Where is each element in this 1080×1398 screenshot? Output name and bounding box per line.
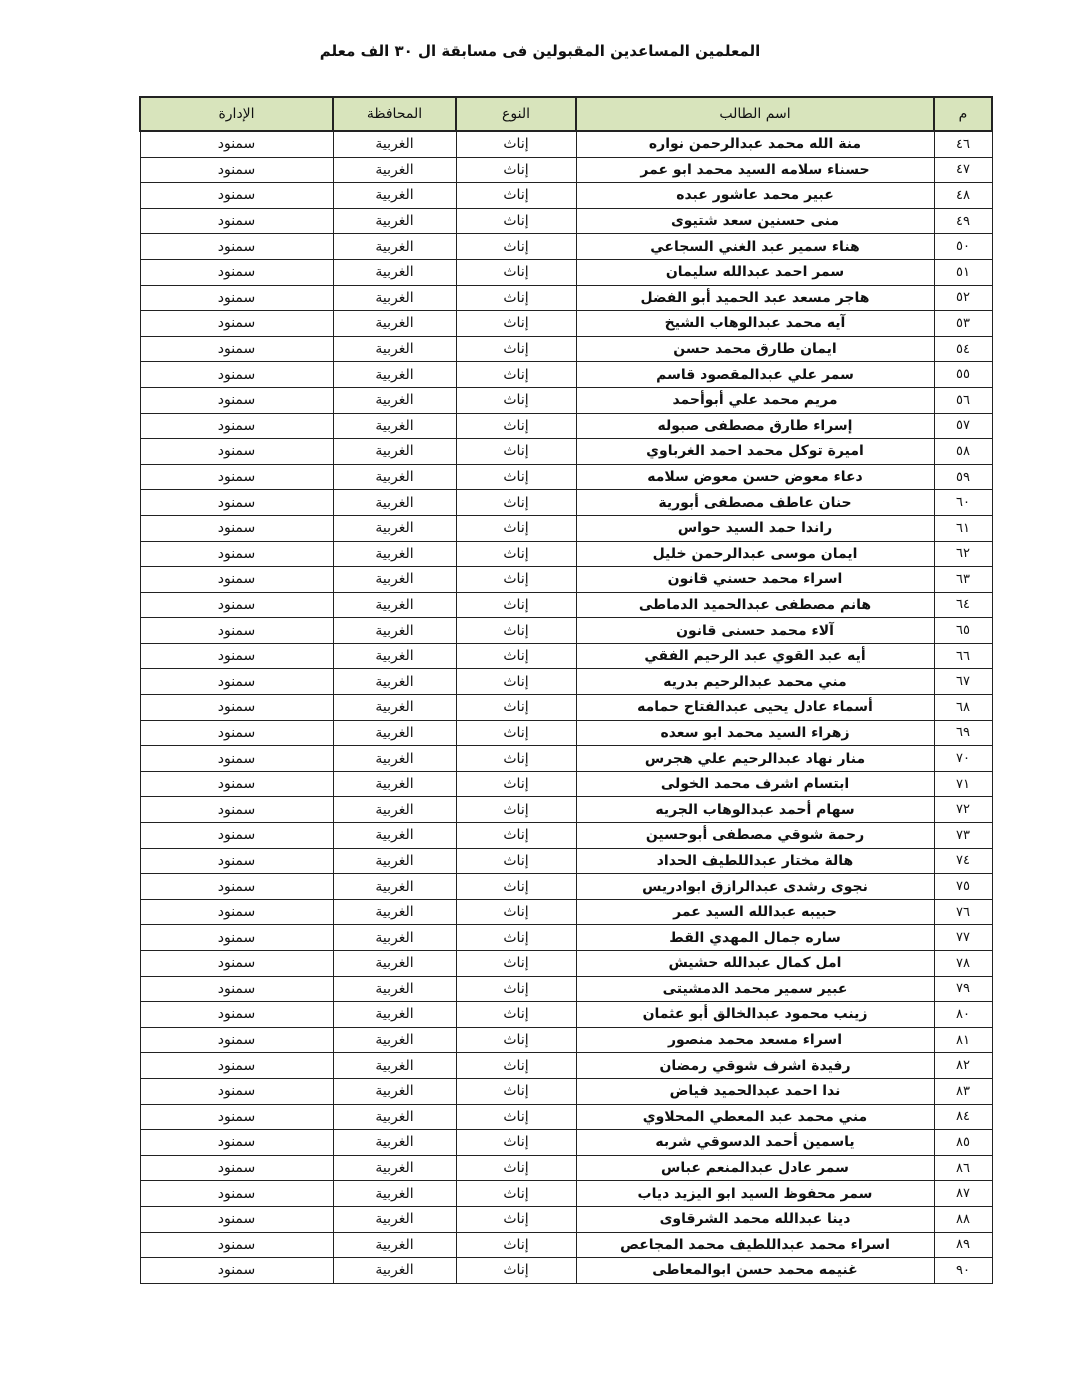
row-administration: سمنود: [140, 234, 333, 260]
row-name: ايمان طارق محمد حسن: [576, 336, 934, 362]
row-gender: إناث: [456, 592, 576, 618]
row-name: سمر علي عبدالمقصود قاسم: [576, 362, 934, 388]
row-governorate: الغربية: [333, 899, 456, 925]
row-num: ٥٤: [934, 336, 992, 362]
row-governorate: الغربية: [333, 464, 456, 490]
row-name: آيه محمد عبدالوهاب الشيخ: [576, 311, 934, 337]
row-governorate: الغربية: [333, 797, 456, 823]
row-name: حنان عاطف مصطفى أبورية: [576, 490, 934, 516]
row-num: ٤٧: [934, 157, 992, 183]
row-gender: إناث: [456, 823, 576, 849]
table-row: [140, 567, 992, 593]
table-row: [140, 183, 992, 209]
header-gender: النوع: [456, 97, 576, 131]
row-governorate: الغربية: [333, 157, 456, 183]
row-governorate: الغربية: [333, 1130, 456, 1156]
row-administration: سمنود: [140, 567, 333, 593]
row-governorate: الغربية: [333, 592, 456, 618]
row-governorate: الغربية: [333, 1155, 456, 1181]
row-gender: إناث: [456, 1206, 576, 1232]
table-row: [140, 797, 992, 823]
row-num: ٧٠: [934, 746, 992, 772]
row-num: ٧٣: [934, 823, 992, 849]
table-row: [140, 208, 992, 234]
row-name: امل كمال عبدالله حشيش: [576, 951, 934, 977]
row-gender: إناث: [456, 1232, 576, 1258]
row-governorate: الغربية: [333, 669, 456, 695]
table-row: [140, 515, 992, 541]
row-governorate: الغربية: [333, 1104, 456, 1130]
row-governorate: الغربية: [333, 234, 456, 260]
row-name: حبيبه عبدالله السيد عمر: [576, 899, 934, 925]
row-name: هانم مصطفى عبدالحميد الدماطى: [576, 592, 934, 618]
row-gender: إناث: [456, 285, 576, 311]
row-num: ٧٤: [934, 848, 992, 874]
row-administration: سمنود: [140, 183, 333, 209]
table-row: [140, 259, 992, 285]
row-num: ٦٦: [934, 643, 992, 669]
row-governorate: الغربية: [333, 259, 456, 285]
row-administration: سمنود: [140, 1206, 333, 1232]
row-administration: سمنود: [140, 208, 333, 234]
row-administration: سمنود: [140, 413, 333, 439]
row-governorate: الغربية: [333, 1258, 456, 1284]
row-name: عبير سمير محمد الدمشيتى: [576, 976, 934, 1002]
table-row: [140, 695, 992, 721]
row-num: ٦٢: [934, 541, 992, 567]
row-administration: سمنود: [140, 1181, 333, 1207]
row-governorate: الغربية: [333, 439, 456, 465]
row-governorate: الغربية: [333, 541, 456, 567]
table-header-row: [140, 97, 992, 131]
row-governorate: الغربية: [333, 1002, 456, 1028]
row-governorate: الغربية: [333, 1206, 456, 1232]
row-name: مني محمد عبد المعطي المحلاوي: [576, 1104, 934, 1130]
row-governorate: الغربية: [333, 976, 456, 1002]
row-name: منى حسنين سعد شتيوى: [576, 208, 934, 234]
header-governorate: المحافظة: [333, 97, 456, 131]
row-gender: إناث: [456, 567, 576, 593]
row-administration: سمنود: [140, 387, 333, 413]
row-name: منار نهاد عبدالرحيم علي هجرس: [576, 746, 934, 772]
row-administration: سمنود: [140, 464, 333, 490]
table-row: [140, 387, 992, 413]
row-administration: سمنود: [140, 1130, 333, 1156]
row-gender: إناث: [456, 925, 576, 951]
row-gender: إناث: [456, 618, 576, 644]
row-name: سمر محفوظ السيد ابو اليزيد دياب: [576, 1181, 934, 1207]
row-name: هناء سمير عبد الغني السجاعي: [576, 234, 934, 260]
table-row: [140, 439, 992, 465]
row-administration: سمنود: [140, 592, 333, 618]
page-title: المعلمين المساعدين المقبولين فى مسابقة ال ٣٠ الف معلم: [319, 42, 761, 60]
row-name: أسماء عادل يحيى عبدالفتاح حمامه: [576, 695, 934, 721]
row-name: ابتسام اشرف محمد الخولى: [576, 771, 934, 797]
row-num: ٥٠: [934, 234, 992, 260]
table-row: [140, 1258, 992, 1284]
table-row: [140, 362, 992, 388]
row-num: ٦٣: [934, 567, 992, 593]
row-name: اميرة توكل محمد احمد الغرباوي: [576, 439, 934, 465]
row-num: ٤٦: [934, 131, 992, 157]
row-gender: إناث: [456, 131, 576, 157]
row-gender: إناث: [456, 234, 576, 260]
row-gender: إناث: [456, 899, 576, 925]
row-administration: سمنود: [140, 720, 333, 746]
row-gender: إناث: [456, 1002, 576, 1028]
table-row: [140, 1206, 992, 1232]
row-gender: إناث: [456, 1053, 576, 1079]
row-name: اسراء محمد حسني قانون: [576, 567, 934, 593]
row-name: عبير محمد عاشور عبده: [576, 183, 934, 209]
row-administration: سمنود: [140, 1027, 333, 1053]
row-num: ٦٤: [934, 592, 992, 618]
row-num: ٥٢: [934, 285, 992, 311]
row-name: مريم محمد علي أبوأحمد: [576, 387, 934, 413]
table-row: [140, 490, 992, 516]
table-row: [140, 951, 992, 977]
row-num: ٤٨: [934, 183, 992, 209]
row-governorate: الغربية: [333, 874, 456, 900]
row-gender: إناث: [456, 362, 576, 388]
row-gender: إناث: [456, 848, 576, 874]
row-name: اسراء مسعد محمد منصور: [576, 1027, 934, 1053]
row-num: ٥٦: [934, 387, 992, 413]
row-governorate: الغربية: [333, 183, 456, 209]
row-administration: سمنود: [140, 695, 333, 721]
row-name: غنيمه محمد حسن ابوالمعاطى: [576, 1258, 934, 1284]
row-num: ٧٧: [934, 925, 992, 951]
row-name: إسراء طارق مصطفى صبوله: [576, 413, 934, 439]
row-name: ندا احمد عبدالحميد فياض: [576, 1078, 934, 1104]
row-name: ايمان موسى عبدالرحمن خليل: [576, 541, 934, 567]
row-name: زهراء السيد محمد ابو سعده: [576, 720, 934, 746]
row-governorate: الغربية: [333, 1027, 456, 1053]
row-governorate: الغربية: [333, 951, 456, 977]
row-num: ٥٥: [934, 362, 992, 388]
row-gender: إناث: [456, 515, 576, 541]
row-num: ٧٥: [934, 874, 992, 900]
row-administration: سمنود: [140, 285, 333, 311]
row-administration: سمنود: [140, 951, 333, 977]
table-row: [140, 157, 992, 183]
table-row: [140, 899, 992, 925]
row-governorate: الغربية: [333, 643, 456, 669]
row-name: حسناء سلامه السيد محمد ابو عمر: [576, 157, 934, 183]
row-num: ٩٠: [934, 1258, 992, 1284]
row-administration: سمنود: [140, 362, 333, 388]
row-name: مني محمد عبدالرحيم بدريه: [576, 669, 934, 695]
row-gender: إناث: [456, 643, 576, 669]
table-row: [140, 413, 992, 439]
row-name: زينب محمود عبدالخالق أبو عثمان: [576, 1002, 934, 1028]
row-administration: سمنود: [140, 311, 333, 337]
row-governorate: الغربية: [333, 618, 456, 644]
row-gender: إناث: [456, 797, 576, 823]
row-gender: إناث: [456, 1104, 576, 1130]
table-row: [140, 823, 992, 849]
row-gender: إناث: [456, 1078, 576, 1104]
row-administration: سمنود: [140, 1078, 333, 1104]
row-num: ٨٧: [934, 1181, 992, 1207]
row-gender: إناث: [456, 157, 576, 183]
row-administration: سمنود: [140, 771, 333, 797]
row-governorate: الغربية: [333, 925, 456, 951]
row-governorate: الغربية: [333, 567, 456, 593]
table-row: [140, 1078, 992, 1104]
row-gender: إناث: [456, 1155, 576, 1181]
row-governorate: الغربية: [333, 362, 456, 388]
row-name: رفيدة اشرف شوقي رمضان: [576, 1053, 934, 1079]
row-governorate: الغربية: [333, 1181, 456, 1207]
header-administration: الإدارة: [140, 97, 333, 131]
row-administration: سمنود: [140, 131, 333, 157]
table-row: [140, 874, 992, 900]
row-num: ٥٣: [934, 311, 992, 337]
row-administration: سمنود: [140, 157, 333, 183]
row-governorate: الغربية: [333, 1053, 456, 1079]
row-administration: سمنود: [140, 1053, 333, 1079]
row-name: دينا عبدالله محمد الشرقاوى: [576, 1206, 934, 1232]
row-num: ٨٢: [934, 1053, 992, 1079]
row-name: اسراء محمد عبداللطيف محمد المجاعص: [576, 1232, 934, 1258]
row-governorate: الغربية: [333, 1078, 456, 1104]
row-name: سمر احمد عبدالله سليمان: [576, 259, 934, 285]
row-name: منة الله محمد عبدالرحمن نواره: [576, 131, 934, 157]
row-gender: إناث: [456, 183, 576, 209]
table-row: [140, 285, 992, 311]
table-row: [140, 1053, 992, 1079]
row-administration: سمنود: [140, 1104, 333, 1130]
row-administration: سمنود: [140, 823, 333, 849]
row-num: ٧٨: [934, 951, 992, 977]
header-num: م: [934, 97, 992, 131]
row-administration: سمنود: [140, 515, 333, 541]
row-gender: إناث: [456, 541, 576, 567]
row-governorate: الغربية: [333, 848, 456, 874]
row-administration: سمنود: [140, 925, 333, 951]
row-administration: سمنود: [140, 1002, 333, 1028]
row-administration: سمنود: [140, 1232, 333, 1258]
row-num: ٧٢: [934, 797, 992, 823]
row-gender: إناث: [456, 336, 576, 362]
row-administration: سمنود: [140, 1258, 333, 1284]
row-governorate: الغربية: [333, 413, 456, 439]
row-gender: إناث: [456, 720, 576, 746]
row-gender: إناث: [456, 976, 576, 1002]
row-gender: إناث: [456, 951, 576, 977]
row-administration: سمنود: [140, 259, 333, 285]
row-gender: إناث: [456, 259, 576, 285]
row-administration: سمنود: [140, 899, 333, 925]
row-num: ٥٧: [934, 413, 992, 439]
table-row: [140, 1104, 992, 1130]
row-administration: سمنود: [140, 439, 333, 465]
row-gender: إناث: [456, 1258, 576, 1284]
row-gender: إناث: [456, 439, 576, 465]
row-governorate: الغربية: [333, 131, 456, 157]
row-governorate: الغربية: [333, 695, 456, 721]
row-num: ٥٩: [934, 464, 992, 490]
table-row: [140, 1181, 992, 1207]
row-num: ٦٠: [934, 490, 992, 516]
row-num: ٨٨: [934, 1206, 992, 1232]
row-administration: سمنود: [140, 669, 333, 695]
row-gender: إناث: [456, 695, 576, 721]
row-num: ٤٩: [934, 208, 992, 234]
row-gender: إناث: [456, 208, 576, 234]
table-row: [140, 592, 992, 618]
row-num: ٨٩: [934, 1232, 992, 1258]
table-row: [140, 746, 992, 772]
row-gender: إناث: [456, 1027, 576, 1053]
row-gender: إناث: [456, 1130, 576, 1156]
row-num: ٧٩: [934, 976, 992, 1002]
row-num: ٨٠: [934, 1002, 992, 1028]
table-row: [140, 618, 992, 644]
row-num: ٧١: [934, 771, 992, 797]
table-row: [140, 234, 992, 260]
table-row: [140, 771, 992, 797]
row-num: ٨١: [934, 1027, 992, 1053]
row-gender: إناث: [456, 746, 576, 772]
row-num: ٦٥: [934, 618, 992, 644]
row-governorate: الغربية: [333, 1232, 456, 1258]
row-gender: إناث: [456, 669, 576, 695]
table-row: [140, 311, 992, 337]
row-num: ٦٩: [934, 720, 992, 746]
row-administration: سمنود: [140, 618, 333, 644]
row-num: ٧٦: [934, 899, 992, 925]
row-gender: إناث: [456, 771, 576, 797]
table-row: [140, 131, 992, 157]
row-gender: إناث: [456, 413, 576, 439]
row-administration: سمنود: [140, 874, 333, 900]
row-name: راندا حمد السيد حواس: [576, 515, 934, 541]
table-row: [140, 464, 992, 490]
row-governorate: الغربية: [333, 746, 456, 772]
row-num: ٨٣: [934, 1078, 992, 1104]
row-administration: سمنود: [140, 541, 333, 567]
table-row: [140, 336, 992, 362]
row-gender: إناث: [456, 464, 576, 490]
row-name: ياسمين أحمد الدسوقي شربه: [576, 1130, 934, 1156]
table-row: [140, 669, 992, 695]
row-governorate: الغربية: [333, 490, 456, 516]
table-row: [140, 1130, 992, 1156]
row-administration: سمنود: [140, 848, 333, 874]
row-administration: سمنود: [140, 976, 333, 1002]
row-gender: إناث: [456, 490, 576, 516]
row-name: رحمة شوقي مصطفى أبوحسين: [576, 823, 934, 849]
row-gender: إناث: [456, 311, 576, 337]
row-governorate: الغربية: [333, 336, 456, 362]
header-name: اسم الطالب: [576, 97, 934, 131]
row-name: أيه عبد القوي عبد الرحيم الفقي: [576, 643, 934, 669]
row-administration: سمنود: [140, 797, 333, 823]
row-num: ٦٨: [934, 695, 992, 721]
row-governorate: الغربية: [333, 823, 456, 849]
row-num: ٨٦: [934, 1155, 992, 1181]
students-table: [139, 96, 993, 1284]
row-name: هالة مختار عبداللطيف الحداد: [576, 848, 934, 874]
row-name: هاجر مسعد عبد الحميد أبو الفضل: [576, 285, 934, 311]
table-row: [140, 848, 992, 874]
row-num: ٥١: [934, 259, 992, 285]
row-num: ٥٨: [934, 439, 992, 465]
table-row: [140, 720, 992, 746]
row-name: ساره جمال المهدي القط: [576, 925, 934, 951]
row-gender: إناث: [456, 874, 576, 900]
row-governorate: الغربية: [333, 387, 456, 413]
row-name: آلاء محمد حسنى قانون: [576, 618, 934, 644]
row-gender: إناث: [456, 387, 576, 413]
table-row: [140, 976, 992, 1002]
row-gender: إناث: [456, 1181, 576, 1207]
table-row: [140, 541, 992, 567]
row-name: سهام أحمد عبدالوهاب الجريه: [576, 797, 934, 823]
row-governorate: الغربية: [333, 311, 456, 337]
row-name: دعاء معوض حسن معوض سلامه: [576, 464, 934, 490]
row-name: سمر عادل عبدالمنعم عباس: [576, 1155, 934, 1181]
row-governorate: الغربية: [333, 285, 456, 311]
row-num: ٦١: [934, 515, 992, 541]
row-num: ٨٤: [934, 1104, 992, 1130]
table-row: [140, 643, 992, 669]
table-row: [140, 1027, 992, 1053]
row-num: ٨٥: [934, 1130, 992, 1156]
table-row: [140, 1155, 992, 1181]
row-num: ٦٧: [934, 669, 992, 695]
row-governorate: الغربية: [333, 208, 456, 234]
row-governorate: الغربية: [333, 515, 456, 541]
row-administration: سمنود: [140, 643, 333, 669]
row-administration: سمنود: [140, 1155, 333, 1181]
row-governorate: الغربية: [333, 720, 456, 746]
row-administration: سمنود: [140, 336, 333, 362]
row-administration: سمنود: [140, 746, 333, 772]
table-row: [140, 1002, 992, 1028]
table-row: [140, 1232, 992, 1258]
table-row: [140, 925, 992, 951]
row-administration: سمنود: [140, 490, 333, 516]
row-name: نجوى رشدى عبدالرازق ابوادريس: [576, 874, 934, 900]
row-governorate: الغربية: [333, 771, 456, 797]
